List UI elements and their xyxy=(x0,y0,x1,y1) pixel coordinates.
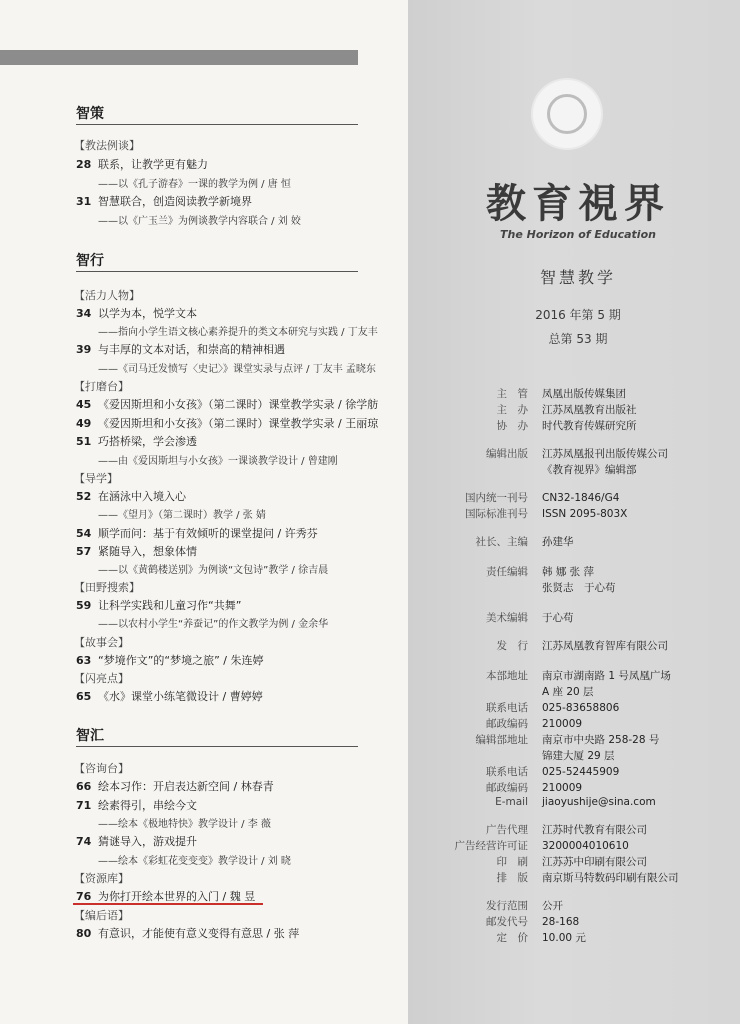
toc-entry[interactable] xyxy=(76,525,318,541)
entry-title: 巧搭桥梁，学会渗透 xyxy=(98,435,197,448)
toc-entry[interactable] xyxy=(76,305,197,321)
info-continuation: 锦建大厦 29 层 xyxy=(542,750,615,762)
header-bar xyxy=(0,50,358,65)
info-row: 社长、主编 孙建华 xyxy=(475,536,574,548)
entry-title: 智慧联合，创造阅读教学新境界 xyxy=(98,195,252,208)
magazine-subtitle: The Horizon of Education xyxy=(500,228,656,241)
info-row: 国际标准刊号 ISSN 2095-803X xyxy=(465,508,628,520)
entry-subtitle: ——以《黄鹤楼送别》为例谈“文包诗”教学 / 徐吉晨 xyxy=(98,565,329,576)
entry-title: “梦境作文”的“梦境之旅” / 朱连婷 xyxy=(98,654,264,667)
entry-subtitle: ——以《孔子游春》一课的教学为例 / 唐 恒 xyxy=(98,179,291,190)
info-row: 邮政编码 210009 xyxy=(486,718,583,730)
category-label: 【咨询台】 xyxy=(74,762,129,775)
entry-subtitle: ——绘本《极地特快》教学设计 / 李 薇 xyxy=(98,819,271,830)
section-divider xyxy=(76,746,358,747)
entry-title: 《爱因斯坦和小女孩》（第二课时）课堂教学实录 / 徐学舫 xyxy=(98,398,379,411)
info-row: 协 办 时代教育传媒研究所 xyxy=(496,420,637,432)
info-row: 国内统一刊号 CN32-1846/G4 xyxy=(465,492,620,504)
page-number: 80 xyxy=(76,927,92,940)
page-number: 49 xyxy=(76,417,92,430)
page-number: 45 xyxy=(76,398,92,411)
total-issue-number: 总第 53 期 xyxy=(548,332,608,346)
entry-title: 《水》课堂小练笔微设计 / 曹婷婷 xyxy=(98,690,263,703)
page-number: 31 xyxy=(76,195,92,208)
toc-entry[interactable] xyxy=(76,833,197,849)
info-row: 主 办 江苏凤凰教育出版社 xyxy=(496,404,637,416)
page-number: 65 xyxy=(76,690,92,703)
page-number: 34 xyxy=(76,307,92,320)
page-number: 57 xyxy=(76,545,92,558)
toc-entry[interactable] xyxy=(76,433,197,449)
page-number: 39 xyxy=(76,343,92,356)
info-row: 广告经营许可证 3200004010610 xyxy=(454,840,629,852)
info-row: 编辑出版 江苏凤凰报刊出版传媒公司 xyxy=(486,448,668,460)
entry-title: 为你打开绘本世界的入门 / 魏 昱 xyxy=(98,890,256,903)
category-label: 【打磨台】 xyxy=(74,380,129,393)
toc-entry[interactable] xyxy=(76,797,197,813)
entry-title: 在涵泳中入境入心 xyxy=(98,490,186,503)
info-row: 责任编辑 韩 娜 张 萍 xyxy=(486,566,595,578)
entry-subtitle: ——绘本《彩虹花变变变》教学设计 / 刘 晓 xyxy=(98,856,291,867)
info-row: 美术编辑 于心苟 xyxy=(486,612,574,624)
entry-subtitle: ——指向小学生语文核心素养提升的类文本研究与实践 / 丁友丰 xyxy=(98,327,378,338)
page-number: 28 xyxy=(76,158,92,171)
emblem-logo-icon xyxy=(533,80,601,148)
info-continuation: 张贤志 于心苟 xyxy=(542,582,616,594)
toc-entry[interactable] xyxy=(76,193,252,209)
info-row: 编辑部地址 南京市中央路 258-28 号 xyxy=(475,734,660,746)
info-row: 排 版 南京斯马特数码印刷有限公司 xyxy=(496,872,679,884)
toc-entry[interactable] xyxy=(76,925,299,941)
entry-title: 与丰厚的文本对话，和崇高的精神相遇 xyxy=(98,343,285,356)
issue-theme: 智慧教学 xyxy=(539,268,616,287)
toc-entry[interactable] xyxy=(76,156,208,172)
page-number: 76 xyxy=(76,890,92,903)
toc-entry[interactable] xyxy=(76,543,197,559)
entry-subtitle: ——《司马迁发愤写〈史记〉》课堂实录与点评 / 丁友丰 孟晓东 xyxy=(98,364,376,375)
toc-entry[interactable] xyxy=(76,341,285,357)
page-number: 71 xyxy=(76,799,92,812)
entry-title: 以学为本，悦学文本 xyxy=(98,307,197,320)
entry-subtitle: ——以《广玉兰》为例谈教学内容联合 / 刘 姣 xyxy=(98,216,301,227)
entry-subtitle: ——由《爱因斯坦与小女孩》一课谈教学设计 / 曾建刚 xyxy=(98,456,338,467)
magazine-title: 教育視界 xyxy=(486,180,670,227)
page-number: 74 xyxy=(76,835,92,848)
category-label: 【资源库】 xyxy=(74,872,129,885)
info-row: 广告代理 江苏时代教育有限公司 xyxy=(486,824,647,836)
entry-title: 让科学实践和儿童习作“共舞” xyxy=(98,599,242,612)
category-label: 【闪亮点】 xyxy=(74,672,129,685)
page-number: 66 xyxy=(76,780,92,793)
category-label: 【编后语】 xyxy=(74,909,129,922)
category-label: 【教法例谈】 xyxy=(74,139,140,152)
info-row: 本部地址 南京市湖南路 1 号凤凰广场 xyxy=(486,670,671,682)
category-label: 【导学】 xyxy=(74,472,118,485)
info-continuation: 《教育视界》编辑部 xyxy=(542,464,637,476)
category-label: 【活力人物】 xyxy=(74,289,140,302)
entry-title: 顺学而问：基于有效倾听的课堂提问 / 许秀芬 xyxy=(98,527,318,540)
info-row: 定 价 10.00 元 xyxy=(496,932,586,944)
entry-title: 绘本习作：开启表达新空间 / 林春青 xyxy=(98,780,274,793)
page-number: 59 xyxy=(76,599,92,612)
info-row: 主 管 凤凰出版传媒集团 xyxy=(496,388,626,400)
entry-subtitle: ——《望月》（第二课时）教学 / 张 婧 xyxy=(98,510,266,521)
info-row: E-mail jiaoyushije@sina.com xyxy=(495,796,656,808)
section-title-zhixing: 智行 xyxy=(76,253,104,269)
info-continuation: A 座 20 层 xyxy=(542,686,594,698)
page-number: 52 xyxy=(76,490,92,503)
entry-title: 紧随导入，想象体情 xyxy=(98,545,197,558)
toc-entry[interactable] xyxy=(76,888,255,904)
info-row: 邮发代号 28-168 xyxy=(486,916,580,928)
entry-title: 绘素得引，串绘今文 xyxy=(98,799,197,812)
section-title-zhihui: 智汇 xyxy=(76,728,104,744)
entry-title: 联系，让教学更有魅力 xyxy=(98,158,208,171)
info-row: 邮政编码 210009 xyxy=(486,782,583,794)
page-number: 54 xyxy=(76,527,92,540)
toc-entry[interactable] xyxy=(76,688,263,704)
info-row: 发行范围 公开 xyxy=(486,900,563,912)
toc-entry[interactable] xyxy=(76,415,378,431)
page-number: 63 xyxy=(76,654,92,667)
page-number: 51 xyxy=(76,435,92,448)
info-row: 联系电话 025-83658806 xyxy=(486,702,620,714)
toc-entry[interactable] xyxy=(76,597,241,613)
entry-subtitle: ——以农村小学生“养蚕记”的作文教学为例 / 金余华 xyxy=(98,619,329,630)
entry-title: 猜谜导入，游戏提升 xyxy=(98,835,197,848)
toc-entry[interactable] xyxy=(76,488,186,504)
toc-entry[interactable] xyxy=(76,396,378,412)
toc-entry[interactable] xyxy=(76,778,274,794)
info-row: 印 刷 江苏苏中印刷有限公司 xyxy=(496,856,647,868)
category-label: 【故事会】 xyxy=(74,636,129,649)
section-title-zhice: 智策 xyxy=(76,106,104,122)
info-row: 发 行 江苏凤凰教育智库有限公司 xyxy=(496,640,668,652)
section-divider xyxy=(76,271,358,272)
issue-number: 2016 年第 5 期 xyxy=(535,308,621,322)
category-label: 【田野搜索】 xyxy=(74,581,140,594)
info-row: 联系电话 025-52445909 xyxy=(486,766,620,778)
entry-title: 《爱因斯坦和小女孩》（第二课时）课堂教学实录 / 王丽琼 xyxy=(98,417,379,430)
section-divider xyxy=(76,124,358,125)
entry-title: 有意识，才能使有意义变得有意思 / 张 萍 xyxy=(98,927,300,940)
red-underline xyxy=(73,903,263,905)
toc-entry[interactable] xyxy=(76,652,264,668)
